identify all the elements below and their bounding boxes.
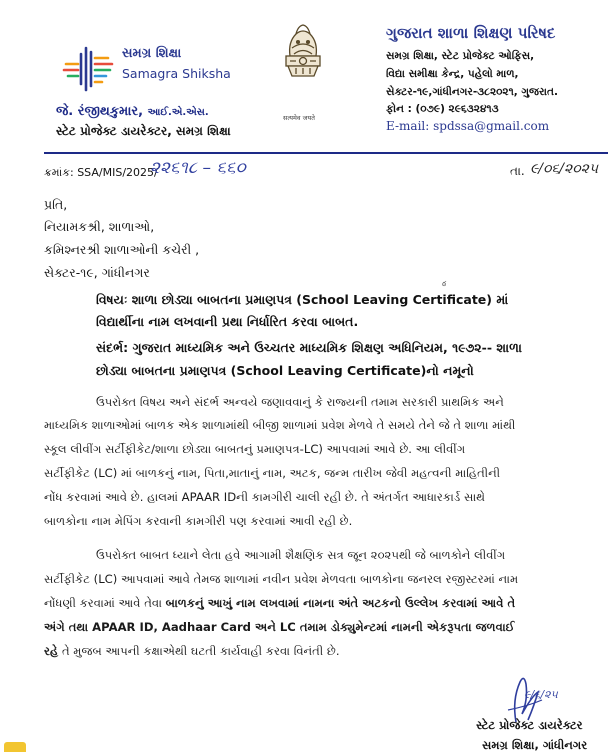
- reference-line-2: છોડ્યા બાબતના પ્રમાણપત્ર (School Leaving Certificate)નો નમૂનો: [96, 363, 474, 378]
- para2-line-2: સર્ટીફીકેટ (LC) આપવામાં આવે તેમજ શાળામાં નવીન પ્રવેશ મેળવતા બાળકોના જનરલ રજીસ્ટરમાં નામ: [44, 572, 519, 586]
- stray-mark: ఠ: [442, 280, 447, 288]
- para2-emphasis-1: બાળકનું આખું નામ લખવામાં નામના અંતે અટકનો ઉલ્લેખ કરવામાં આવે તે: [165, 596, 516, 610]
- reference-line-1: સંદર્ભ: ગુજરાત માધ્યમિક અને ઉચ્ચતર માધ્યમિક શિક્ષણ અધિનિયમ, ૧૯૭૨-- શાળા: [96, 340, 522, 355]
- signatory-title-1: સ્ટેટ પ્રોજેક્ટ ડાયરેક્ટર: [476, 718, 583, 732]
- recipient-line-2: નિયામકશ્રી, શાળાઓ,: [44, 219, 155, 234]
- recipient-line-4: સેક્ટર-૧૯, ગાંધીનગર: [44, 265, 150, 280]
- address-line-1: સમગ્ર શિક્ષા, સ્ટેટ પ્રોજેક્ટ ઓફિસ,: [386, 50, 535, 62]
- reference-number-label: ક્રમાંક: SSA/MIS/2025/: [44, 166, 158, 179]
- corner-tab: [4, 742, 26, 752]
- samagra-shiksha-logo-icon: [62, 44, 114, 94]
- para2-line-3: [44, 596, 515, 611]
- para1-line-3: સ્કૂલ લીવીંગ સર્ટીફીકેટ/શાળા છોડ્યા બાબતનું પ્રમાણપત્ર-LC) આપવામાં આવે છે. આ લીવીંગ: [44, 442, 466, 456]
- officer-name-text: જે. રંજીથકુમાર,: [56, 104, 144, 119]
- signatory-title-2: સમગ્ર શિક્ષા, ગાંધીનગર: [482, 738, 588, 752]
- phone-line: ફોન : (૦૭૯) ૨૯૬૩૨૪૧૩: [386, 103, 499, 115]
- para2-line-5: [44, 644, 340, 659]
- logo-text-gujarati: સમગ્ર શિક્ષા: [122, 46, 182, 61]
- officer-name-suffix: આઈ.એ.એસ.: [147, 107, 209, 118]
- logo-text-english: Samagra Shiksha: [122, 66, 231, 81]
- para2-emphasis-2: રહે: [44, 644, 59, 658]
- organization-title: ગુજરાત શાળા શિક્ષણ પરિષદ: [386, 24, 556, 42]
- para1-line-2: માધ્યમિક શાળાઓમાં બાળક એક શાળામાંથી બીજી શાળામાં પ્રવેશ મેળવે તે સમયે તેને જે તે શાળા માંથી: [44, 418, 516, 432]
- date-label: તા.: [510, 164, 525, 178]
- recipient-line-1: પ્રતિ,: [44, 197, 68, 212]
- para1-line-6: બાળકોના નામ મેપિંગ કરવાની કામગીરી પણ કરવામાં આવી રહી છે.: [44, 514, 353, 528]
- para2-line-1: ઉપરોક્ત બાબત ધ્યાને લેતા હવે આગામી શૈક્ષણિક સત્ર જૂન ૨૦૨૫થી જે બાળકોને લીવીંગ: [96, 548, 506, 562]
- email-line: E-mail: spdssa@gmail.com: [386, 119, 550, 133]
- signature-date: ૯/૬/૨૫: [524, 688, 558, 701]
- recipient-line-3: કમિશ્નરશ્રી શાળાઓની કચેરી ,: [44, 242, 200, 257]
- para1-line-5: નોંધ કરવામાં આવે છે. હાલમાં APAAR IDની કામગીરી ચાલી રહી છે. તે અંતર્ગત આધારકાર્ડ સાથે: [44, 490, 486, 504]
- officer-name: [56, 104, 209, 119]
- handwritten-date: ૯/૦૬/૨૦૨૫: [530, 161, 599, 177]
- subject-line-2: વિદ્યાર્થીના નામ લખવાની પ્રથા નિર્ધારિત કરવા બાબત.: [96, 314, 359, 329]
- header-divider: [44, 152, 608, 154]
- para1-line-4: સર્ટીફીકેટ (LC) માં બાળકનું નામ, પિતા,માતાનું નામ, અટક, જન્મ તારીખ જેવી મહત્વની માહિતીની: [44, 466, 501, 480]
- address-line-2: વિદ્યા સમીક્ષા કેન્દ્ર, પહેલો માળ,: [386, 68, 519, 80]
- emblem-caption: सत्यमेव जयते: [283, 114, 315, 122]
- officer-title: સ્ટેટ પ્રોજેક્ટ ડાયરેક્ટર, સમગ્ર શિક્ષા: [56, 124, 231, 138]
- subject-line-1: વિષયઃ શાળા છોડ્યા બાબતના પ્રમાણપત્ર (School Leaving Certificate) માં: [96, 292, 509, 307]
- para1-line-1: ઉપરોક્ત વિષય અને સંદર્ભ અન્વયે જણાવવાનું કે રાજ્યની તમામ સરકારી પ્રાથમિક અને: [96, 395, 504, 409]
- national-emblem-icon: [268, 20, 338, 118]
- address-line-3: સેક્ટર-૧૯,ગાંધીનગર-૩૮૨૦૨૧, ગુજરાત.: [386, 86, 558, 98]
- para2-line-3-text: નોંધણી કરવામાં આવે તેવા: [44, 596, 162, 610]
- para2-line-5-text: તે મુજબ આપની કક્ષાએથી ઘટતી કાર્યવાહી કરવા વિનંતી છે.: [61, 644, 340, 658]
- handwritten-reference-number: ૨૨૬૧૮ – ૬૬૦: [150, 158, 246, 178]
- para2-line-4: અંગે તથા APAAR ID, Aadhaar Card અને LC તમામ ડોક્યુમેન્ટમાં નામની એકરૂપતા જળવાઈ: [44, 620, 515, 634]
